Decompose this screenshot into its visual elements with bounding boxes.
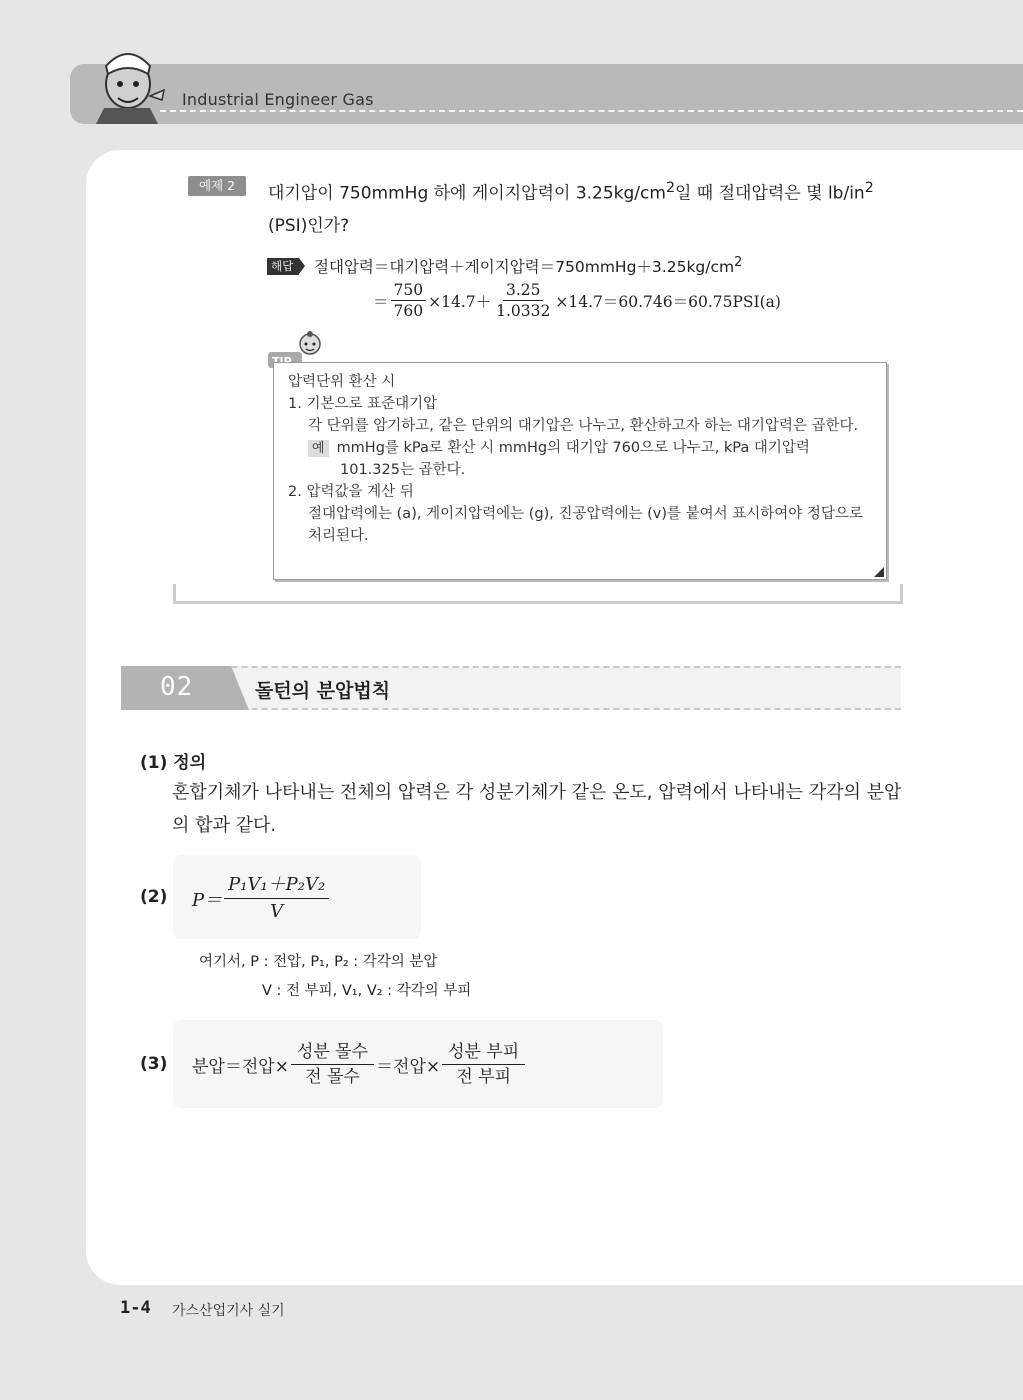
- item-1-text: 혼합기체가 나타내는 전체의 압력은 각 성분기체가 같은 온도, 압력에서 나타내는 각각의 분압의 합과 같다.: [172, 782, 902, 836]
- solution-text: 절대압력＝대기압력＋게이지압력＝750mmHg＋3.25kg/cm: [314, 258, 735, 277]
- section-number: 02: [160, 672, 194, 702]
- book-title: 가스산업기사 실기: [172, 1303, 285, 1319]
- tip-item-2-body: 절대압력에는 (a), 게이지압력에는 (g), 진공압력에는 (v)를 붙여서 표시하여야 정답으로 처리된다.: [308, 506, 863, 544]
- fraction-denominator: 전 몰수: [305, 1067, 360, 1087]
- result-term: ×14.7＝60.746＝60.75PSI(a): [555, 292, 781, 311]
- fraction-numerator: 성분 부피: [442, 1040, 525, 1065]
- section-title: 돌턴의 분압법칙: [255, 680, 391, 702]
- fraction-numerator: 750: [391, 280, 427, 301]
- formula-mid: ＝전압×: [376, 1057, 441, 1077]
- example-question-part1: 대기압이 750mmHg 하에 게이지압력이 3.25kg/cm: [268, 183, 666, 204]
- item-2-label: (2): [140, 887, 168, 907]
- formula-lhs: 분압＝전압×: [192, 1057, 289, 1077]
- tip-box: [273, 362, 887, 580]
- superscript: 2: [665, 180, 675, 196]
- formula-3: [192, 1040, 527, 1089]
- tip-item-1: 1. 기본으로 표준대기압: [288, 396, 438, 412]
- page-fold-icon: [874, 567, 884, 577]
- equals-sign: ＝: [373, 292, 389, 311]
- item-3-label: (3): [140, 1054, 168, 1074]
- mascot-illustration: [88, 44, 166, 126]
- example-chip: 예: [308, 440, 329, 457]
- example-question-part3: (PSI)인가?: [268, 215, 350, 236]
- solution-line-2: [373, 280, 781, 321]
- mole-fraction: [291, 1040, 374, 1089]
- tip-example-line: [288, 437, 873, 459]
- volume-fraction: [442, 1040, 525, 1089]
- superscript: 2: [864, 180, 874, 196]
- solution-line-1: [314, 255, 742, 277]
- tip-content: [288, 371, 873, 547]
- page-number: 1-4: [120, 1298, 151, 1318]
- fraction-denominator: 1.0332: [496, 302, 551, 320]
- example-tag: 예제 2: [188, 176, 246, 196]
- tip-example-cont: 101.325는 곱한다.: [340, 462, 466, 478]
- example-bracket: [173, 584, 903, 604]
- fraction-750-760: [391, 280, 427, 321]
- example-question-part2: 일 때 절대압력은 몇 lb/in: [674, 183, 865, 204]
- fraction-denominator: 760: [393, 302, 424, 320]
- fraction-numerator: 성분 몰수: [291, 1040, 374, 1065]
- superscript: 2: [734, 255, 743, 270]
- where-line-2: V : 전 부피, V₁, V₂ : 각각의 부피: [262, 983, 472, 999]
- tip-item-2: 2. 압력값을 계산 뒤: [288, 484, 414, 500]
- header-divider: [160, 110, 1023, 112]
- item-1-label: (1) 정의: [140, 753, 207, 773]
- tip-title: 압력단위 환산 시: [288, 374, 396, 390]
- tip-item-1-body: 각 단위를 암기하고, 같은 단위의 대기압은 나누고, 환산하고자 하는 대기압력은 곱한다.: [308, 418, 859, 434]
- formula-lhs: P＝: [192, 889, 223, 911]
- where-line-1: 여기서, P : 전압, P₁, P₂ : 각각의 분압: [199, 954, 438, 970]
- tip-character-icon: [295, 330, 325, 362]
- multiply-term: ×14.7＋: [428, 292, 492, 311]
- tip-example-text: mmHg를 kPa로 환산 시 mmHg의 대기압 760으로 나누고, kPa 대기압력: [336, 440, 810, 456]
- fraction-325-10332: [493, 280, 553, 321]
- example-question: [268, 172, 893, 242]
- fraction-numerator: 3.25: [503, 280, 544, 301]
- fraction-denominator: 전 부피: [456, 1067, 511, 1087]
- fraction-numerator: P₁V₁＋P₂V₂: [224, 872, 329, 899]
- formula-fraction: [224, 872, 329, 925]
- formula-2: [192, 872, 331, 925]
- fraction-denominator: V: [270, 901, 284, 922]
- header-title: Industrial Engineer Gas: [182, 90, 374, 109]
- solution-tag: 해답: [267, 258, 299, 275]
